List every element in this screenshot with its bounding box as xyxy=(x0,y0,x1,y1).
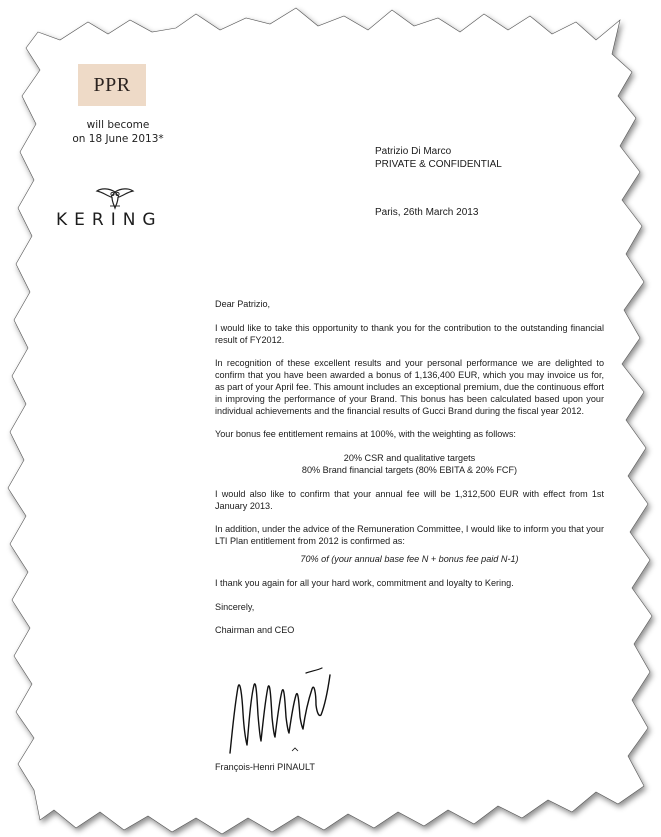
paragraph-thanks: I would like to take this opportunity to thank you for the contribution to the outstanding financial result of FY2012. xyxy=(215,322,604,345)
handwritten-signature xyxy=(222,665,342,760)
confidential-label: PRIVATE & CONFIDENTIAL xyxy=(375,159,502,170)
rebrand-note-line2: on 18 June 2013* xyxy=(72,133,164,145)
target-financial: 80% Brand financial targets (80% EBITA & 20% FCF) xyxy=(301,464,518,475)
lti-formula: 70% of (your annual base fee N + bonus fee paid N-1) xyxy=(300,553,519,564)
letter-body xyxy=(215,299,604,649)
kering-wordmark: KERING xyxy=(56,210,163,230)
kering-owl-icon xyxy=(95,186,135,212)
target-csr: 20% CSR and qualitative targets xyxy=(343,453,476,464)
signer-name: François-Henri PINAULT xyxy=(215,762,315,772)
recipient-block xyxy=(375,145,502,171)
salutation: Dear Patrizio, xyxy=(215,299,271,309)
letter-date: Paris, 26th March 2013 xyxy=(375,207,479,218)
paragraph-lti: In addition, under the advice of the Remuneration Committee, I would like to inform you that your LTI Plan entitlement from 2012 is confirmed as: xyxy=(215,524,604,547)
paragraph-annual-fee: I would also like to confirm that your annual fee will be 1,312,500 EUR with effect from 1st January 2013. xyxy=(215,488,604,511)
ppr-logo-text: PPR xyxy=(93,73,131,96)
rebrand-note-line1: will become xyxy=(86,119,150,131)
paragraph-closing-thanks: I thank you again for all your hard work, commitment and loyalty to Kering. xyxy=(215,577,514,588)
closing: Sincerely, xyxy=(215,601,255,612)
signer-title: Chairman and CEO xyxy=(215,625,295,636)
paragraph-weighting: Your bonus fee entitlement remains at 100%, with the weighting as follows: xyxy=(215,429,516,440)
targets-block xyxy=(215,453,604,477)
rebrand-note xyxy=(58,118,178,146)
recipient-name: Patrizio Di Marco xyxy=(375,146,452,157)
ppr-logo xyxy=(78,64,146,106)
paragraph-bonus: In recognition of these excellent results and your personal performance we are delighted to confirm that you have been awarded a bonus of 1,136,400 EUR, which you may invoice us for, as part of your April fee. This amount includes an exceptional premium, due the continuous effort in improving the performance of your Brand. This bonus has been calculated based upon your individual achievements and the financial results of Gucci Brand during the fiscal year 2012. xyxy=(215,358,604,416)
